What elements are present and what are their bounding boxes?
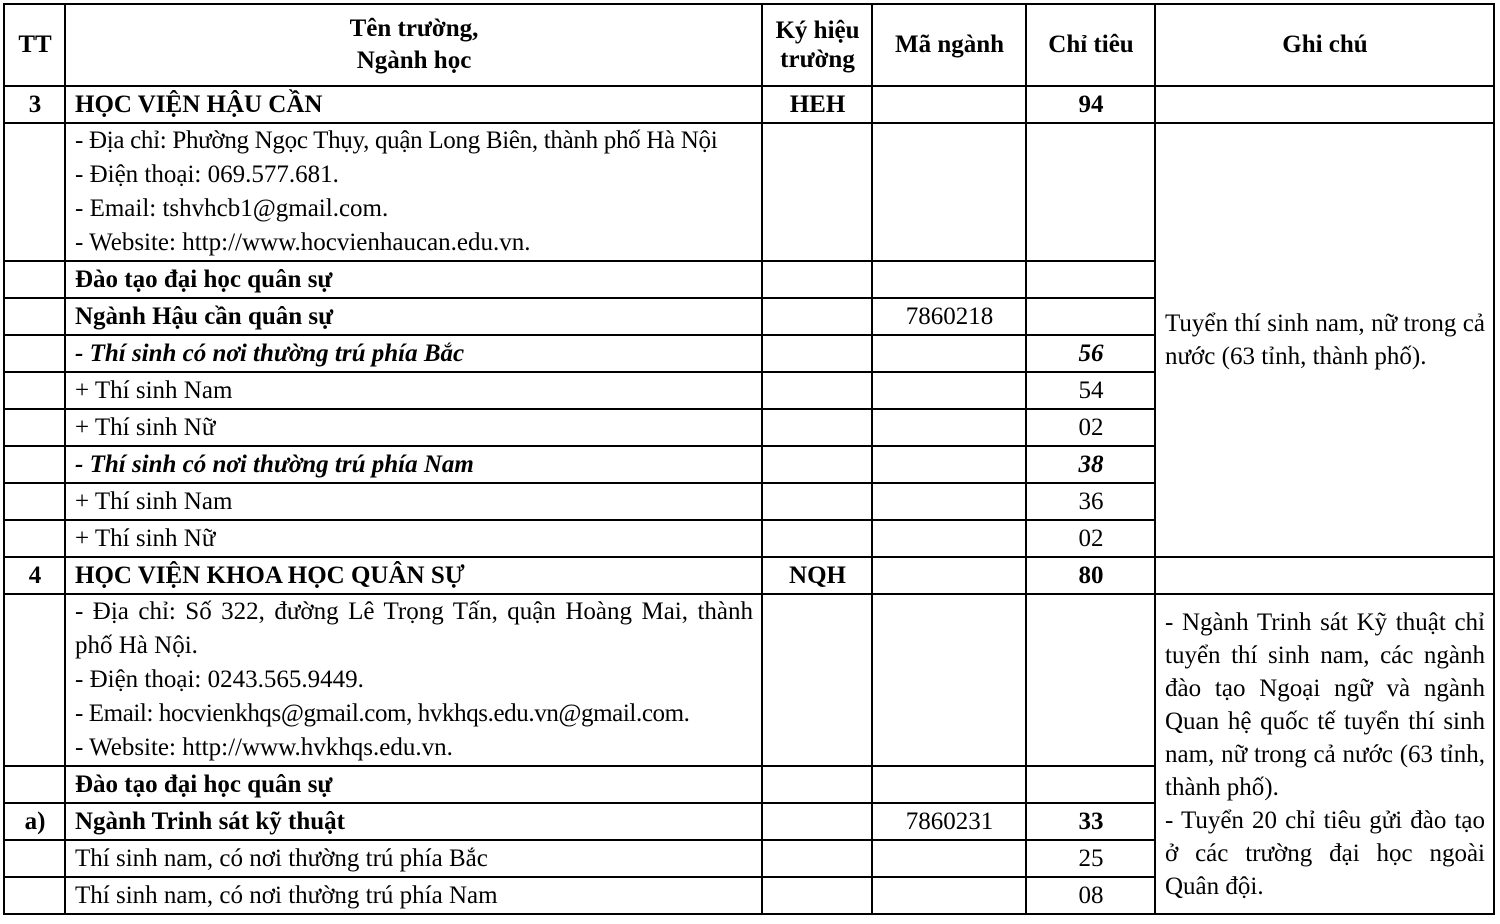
major-quota: 33 [1026, 803, 1155, 840]
header-quota: Chỉ tiêu [1026, 4, 1155, 86]
school-note-paragraph: - Ngành Trinh sát Kỹ thuật chỉ tuyển thí sinh nam, các ngành đào tạo Ngoại ngữ và ngành Quan hệ quốc tế tuyển thí sinh nam, nữ trong cả nước (63 tỉnh, thành phố). [1165, 608, 1485, 801]
school-name: HỌC VIỆN KHOA HỌC QUÂN SỰ [65, 557, 762, 594]
tt-empty [4, 840, 65, 877]
school-code: NQH [762, 557, 872, 594]
school-row [4, 557, 1494, 594]
quota-row-label: Thí sinh nam, có nơi thường trú phía Bắc [65, 840, 762, 877]
major-code-empty [872, 594, 1026, 766]
school-contact-info [65, 123, 762, 261]
quota-row-label: - Thí sinh có nơi thường trú phía Nam [65, 446, 762, 483]
school-quota: 80 [1026, 557, 1155, 594]
major-code-empty [872, 86, 1026, 123]
major-name: Ngành Trinh sát kỹ thuật [65, 803, 762, 840]
code-empty [762, 372, 872, 409]
code-empty [762, 446, 872, 483]
major-code: 7860218 [872, 298, 1026, 335]
tt-empty [4, 483, 65, 520]
major-code-empty [872, 557, 1026, 594]
major-code-empty [872, 766, 1026, 803]
note-empty [1155, 557, 1494, 594]
school-tt: 3 [4, 86, 65, 123]
school-tt: 4 [4, 557, 65, 594]
tt-empty [4, 766, 65, 803]
code-empty [762, 261, 872, 298]
quota-row-label: Thí sinh nam, có nơi thường trú phía Nam [65, 877, 762, 914]
tt-empty [4, 594, 65, 766]
major-name: Ngành Hậu cần quân sự [65, 298, 762, 335]
code-empty [762, 877, 872, 914]
tt-empty [4, 335, 65, 372]
school-code: HEH [762, 86, 872, 123]
code-empty [762, 483, 872, 520]
school-name: HỌC VIỆN HẬU CẦN [65, 86, 762, 123]
quota-row-value: 36 [1026, 483, 1155, 520]
school-note: Tuyển thí sinh nam, nữ trong cả nước (63 tỉnh, thành phố). [1155, 123, 1494, 557]
school-contact-info [65, 594, 762, 766]
quota-row-value: 02 [1026, 409, 1155, 446]
school-address: - Địa chỉ: Số 322, đường Lê Trọng Tấn, quận Hoàng Mai, thành phố Hà Nội. [75, 598, 753, 659]
quota-row-label: + Thí sinh Nữ [65, 520, 762, 557]
quota-row-label: - Thí sinh có nơi thường trú phía Bắc [65, 335, 762, 372]
quota-empty [1026, 594, 1155, 766]
quota-row-value: 54 [1026, 372, 1155, 409]
school-info-row [4, 123, 1494, 261]
code-empty [762, 335, 872, 372]
major-tt: a) [4, 803, 65, 840]
code-empty [762, 594, 872, 766]
code-empty [762, 520, 872, 557]
major-code-empty [872, 483, 1026, 520]
school-quota: 94 [1026, 86, 1155, 123]
school-email: - Email: tshvhcb1@gmail.com. [75, 195, 389, 222]
tt-empty [4, 261, 65, 298]
major-quota [1026, 298, 1155, 335]
quota-row-value: 08 [1026, 877, 1155, 914]
school-note [1155, 594, 1494, 914]
code-empty [762, 409, 872, 446]
school-address: - Địa chỉ: Phường Ngọc Thụy, quận Long Biên, thành phố Hà Nội [75, 127, 718, 154]
header-tt: TT [4, 4, 65, 86]
tt-empty [4, 123, 65, 261]
major-code-empty [872, 372, 1026, 409]
major-tt [4, 298, 65, 335]
school-phone: - Điện thoại: 069.577.681. [75, 161, 339, 188]
code-empty [762, 803, 872, 840]
quota-empty [1026, 123, 1155, 261]
major-code-empty [872, 261, 1026, 298]
school-info-row [4, 594, 1494, 766]
header-school-code [762, 4, 872, 86]
tt-empty [4, 372, 65, 409]
quota-row-label: + Thí sinh Nam [65, 372, 762, 409]
header-note: Ghi chú [1155, 4, 1494, 86]
table-header-row [4, 4, 1494, 86]
header-school-code-line2: trường [780, 46, 855, 73]
training-type: Đào tạo đại học quân sự [65, 261, 762, 298]
major-code-empty [872, 446, 1026, 483]
code-empty [762, 766, 872, 803]
school-website: - Website: http://www.hocvienhaucan.edu.vn. [75, 229, 531, 256]
tt-empty [4, 520, 65, 557]
header-school-code-line1: Ký hiệu [775, 17, 860, 44]
quota-row-value: 56 [1026, 335, 1155, 372]
major-code-empty [872, 877, 1026, 914]
major-code-empty [872, 409, 1026, 446]
school-email: - Email: hocvienkhqs@gmail.com, hvkhqs.edu.vn@gmail.com. [75, 700, 690, 727]
quota-row-value: 02 [1026, 520, 1155, 557]
quota-empty [1026, 261, 1155, 298]
major-code-empty [872, 840, 1026, 877]
admissions-quota-table [3, 3, 1495, 915]
quota-empty [1026, 766, 1155, 803]
code-empty [762, 123, 872, 261]
header-major-code: Mã ngành [872, 4, 1026, 86]
tt-empty [4, 409, 65, 446]
major-code-empty [872, 520, 1026, 557]
tt-empty [4, 446, 65, 483]
code-empty [762, 840, 872, 877]
major-code-empty [872, 123, 1026, 261]
quota-row-value: 38 [1026, 446, 1155, 483]
school-row [4, 86, 1494, 123]
header-school-name: Tên trường, [349, 15, 479, 42]
quota-row-label: + Thí sinh Nữ [65, 409, 762, 446]
code-empty [762, 298, 872, 335]
training-type: Đào tạo đại học quân sự [65, 766, 762, 803]
note-empty [1155, 86, 1494, 123]
header-major-name: Ngành học [356, 47, 472, 74]
school-phone: - Điện thoại: 0243.565.9449. [75, 666, 364, 693]
tt-empty [4, 877, 65, 914]
quota-row-label: + Thí sinh Nam [65, 483, 762, 520]
quota-row-value: 25 [1026, 840, 1155, 877]
school-website: - Website: http://www.hvkhqs.edu.vn. [75, 734, 453, 761]
school-note-paragraph: - Tuyển 20 chỉ tiêu gửi đào tạo ở các trường đại học ngoài Quân đội. [1165, 806, 1485, 900]
major-code-empty [872, 335, 1026, 372]
header-school-major [65, 4, 762, 86]
major-code: 7860231 [872, 803, 1026, 840]
